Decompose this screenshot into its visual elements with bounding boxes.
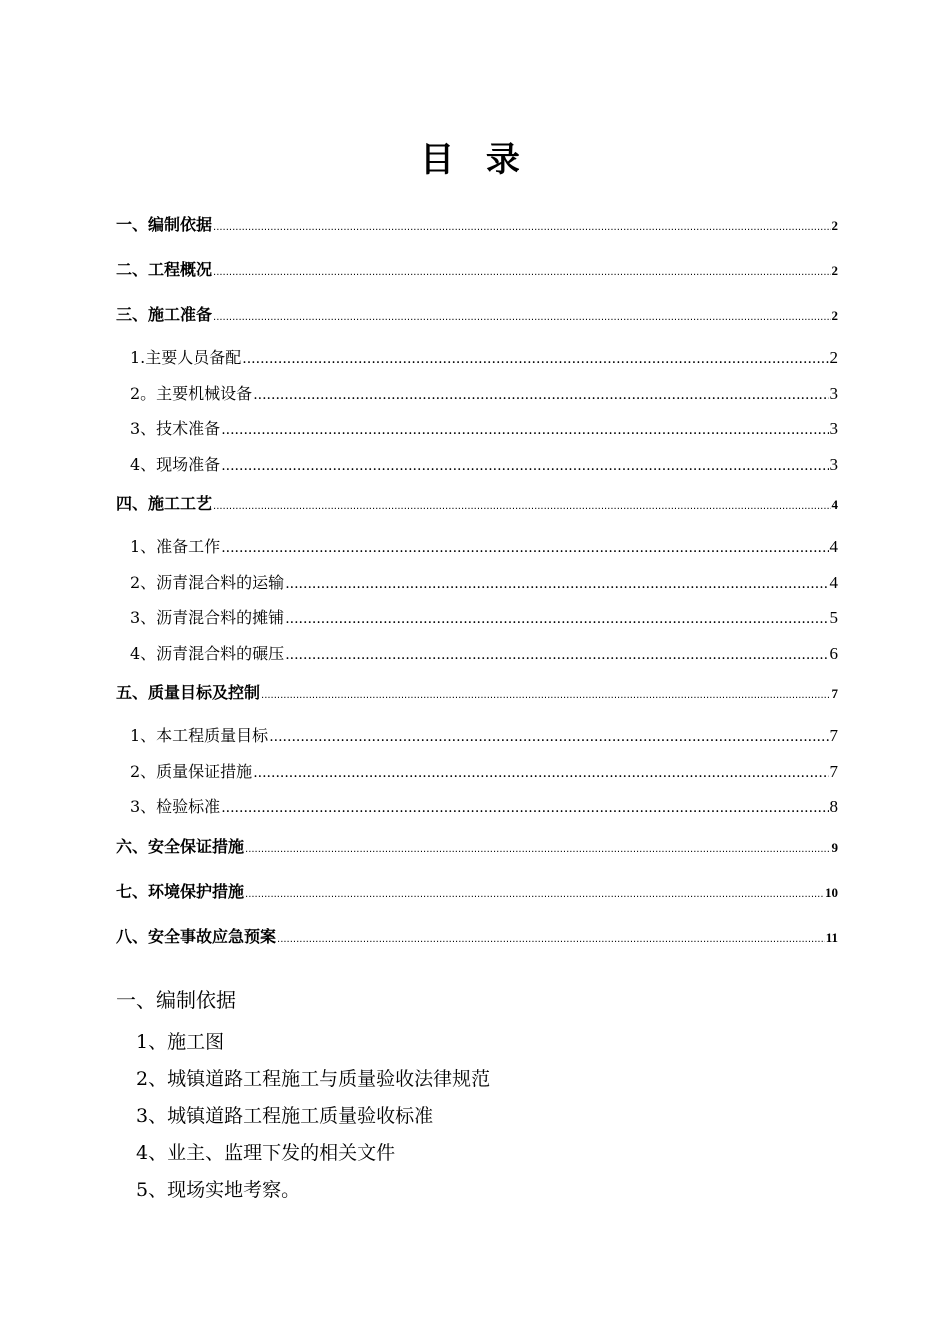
toc-entry-page: 3 <box>829 383 838 403</box>
toc-leader-dots <box>213 253 830 293</box>
toc-leader-dots <box>285 601 828 637</box>
list-item: 2、城镇道路工程施工与质量验收法律规范 <box>136 1068 491 1090</box>
toc-entry-label: 1、本工程质量目标 <box>130 726 269 745</box>
toc-subentry[interactable] <box>116 565 838 601</box>
toc-entry[interactable] <box>116 917 838 962</box>
toc-leader-dots <box>253 377 828 413</box>
toc-entry-label: 2。主要机械设备 <box>130 383 253 403</box>
toc-subentry[interactable] <box>116 718 838 754</box>
toc-entry-label: 八、安全事故应急预案 <box>116 926 277 946</box>
toc-entry-page: 2 <box>831 263 838 278</box>
toc-subentry[interactable] <box>116 789 838 825</box>
toc-entry-label: 4、沥青混合料的碾压 <box>130 643 285 663</box>
toc-subentry[interactable] <box>116 376 838 412</box>
toc-entry-label: 1、准备工作 <box>130 537 221 556</box>
toc-leader-dots <box>213 298 830 338</box>
toc-entry-page: 3 <box>829 454 838 474</box>
toc-subentry[interactable] <box>116 636 838 672</box>
toc-leader-dots <box>245 875 824 915</box>
toc-leader-dots <box>221 412 828 448</box>
toc-entry-page: 2 <box>831 218 838 233</box>
toc-entry[interactable] <box>116 872 838 917</box>
list-item: 4、业主、监理下发的相关文件 <box>136 1142 396 1164</box>
list-item: 5、现场实地考察。 <box>136 1179 301 1201</box>
toc-entry-label: 3、技术准备 <box>130 419 221 438</box>
toc-entry[interactable] <box>116 484 838 529</box>
toc-entry-label: 3、检验标准 <box>130 797 221 816</box>
basis-list <box>136 1024 490 1209</box>
toc-entry-page: 4 <box>829 572 838 592</box>
toc-subentry[interactable] <box>116 529 838 565</box>
toc-entry-page: 6 <box>829 643 838 663</box>
toc-entry-page: 2 <box>831 308 838 323</box>
toc-subentry[interactable] <box>116 754 838 790</box>
toc-entry-label: 2、沥青混合料的运输 <box>130 572 285 592</box>
toc-entry[interactable] <box>116 827 838 872</box>
toc-leader-dots <box>261 676 830 716</box>
toc-leader-dots <box>242 341 828 377</box>
toc-leader-dots <box>213 487 830 527</box>
toc-entry-label: 三、施工准备 <box>116 305 213 324</box>
toc-leader-dots <box>221 530 828 566</box>
toc-entry-label: 3、沥青混合料的摊铺 <box>130 608 285 627</box>
toc-entry[interactable] <box>116 205 838 250</box>
toc-entry-label: 一、编制依据 <box>116 215 213 234</box>
toc-leader-dots <box>253 755 828 791</box>
toc-entry-page: 7 <box>829 761 838 781</box>
toc-entry-page: 4 <box>831 497 838 512</box>
toc-entry-page: 8 <box>829 797 838 816</box>
toc-leader-dots <box>245 830 830 870</box>
toc-leader-dots <box>269 719 828 755</box>
toc-entry[interactable] <box>116 250 838 295</box>
toc-entry-label: 1.主要人员备配 <box>130 348 242 367</box>
toc-entry-label: 六、安全保证措施 <box>116 836 245 856</box>
toc-subentry[interactable] <box>116 447 838 483</box>
toc-entry[interactable] <box>116 673 838 718</box>
toc-entry-page: 2 <box>829 348 838 367</box>
list-item: 1、施工图 <box>136 1031 225 1053</box>
toc-entry-label: 四、施工工艺 <box>116 494 213 513</box>
table-of-contents <box>116 205 838 962</box>
toc-title: 目 录 <box>420 140 530 180</box>
toc-entry-label: 五、质量目标及控制 <box>116 683 261 702</box>
toc-entry-page: 11 <box>825 929 838 945</box>
toc-entry-label: 二、工程概况 <box>116 260 213 279</box>
toc-leader-dots <box>221 790 828 826</box>
list-item: 3、城镇道路工程施工质量验收标准 <box>136 1105 434 1127</box>
toc-entry-page: 7 <box>829 726 838 745</box>
toc-entry-label: 2、质量保证措施 <box>130 761 253 781</box>
toc-entry-page: 5 <box>829 608 838 627</box>
toc-subentry[interactable] <box>116 340 838 376</box>
toc-leader-dots <box>213 208 830 248</box>
toc-entry[interactable] <box>116 295 838 340</box>
toc-entry-page: 3 <box>829 419 838 438</box>
toc-leader-dots <box>285 566 828 602</box>
section-heading: 一、编制依据 <box>116 988 236 1012</box>
toc-entry-label: 七、环境保护措施 <box>116 881 245 901</box>
toc-leader-dots <box>277 920 825 960</box>
toc-leader-dots <box>221 448 828 484</box>
toc-entry-page: 4 <box>829 537 838 556</box>
toc-entry-page: 10 <box>825 884 838 900</box>
toc-entry-page: 9 <box>831 839 838 855</box>
toc-entry-page: 7 <box>831 686 838 701</box>
toc-entry-label: 4、现场准备 <box>130 454 221 474</box>
toc-subentry[interactable] <box>116 411 838 447</box>
toc-leader-dots <box>285 637 828 673</box>
toc-subentry[interactable] <box>116 600 838 636</box>
